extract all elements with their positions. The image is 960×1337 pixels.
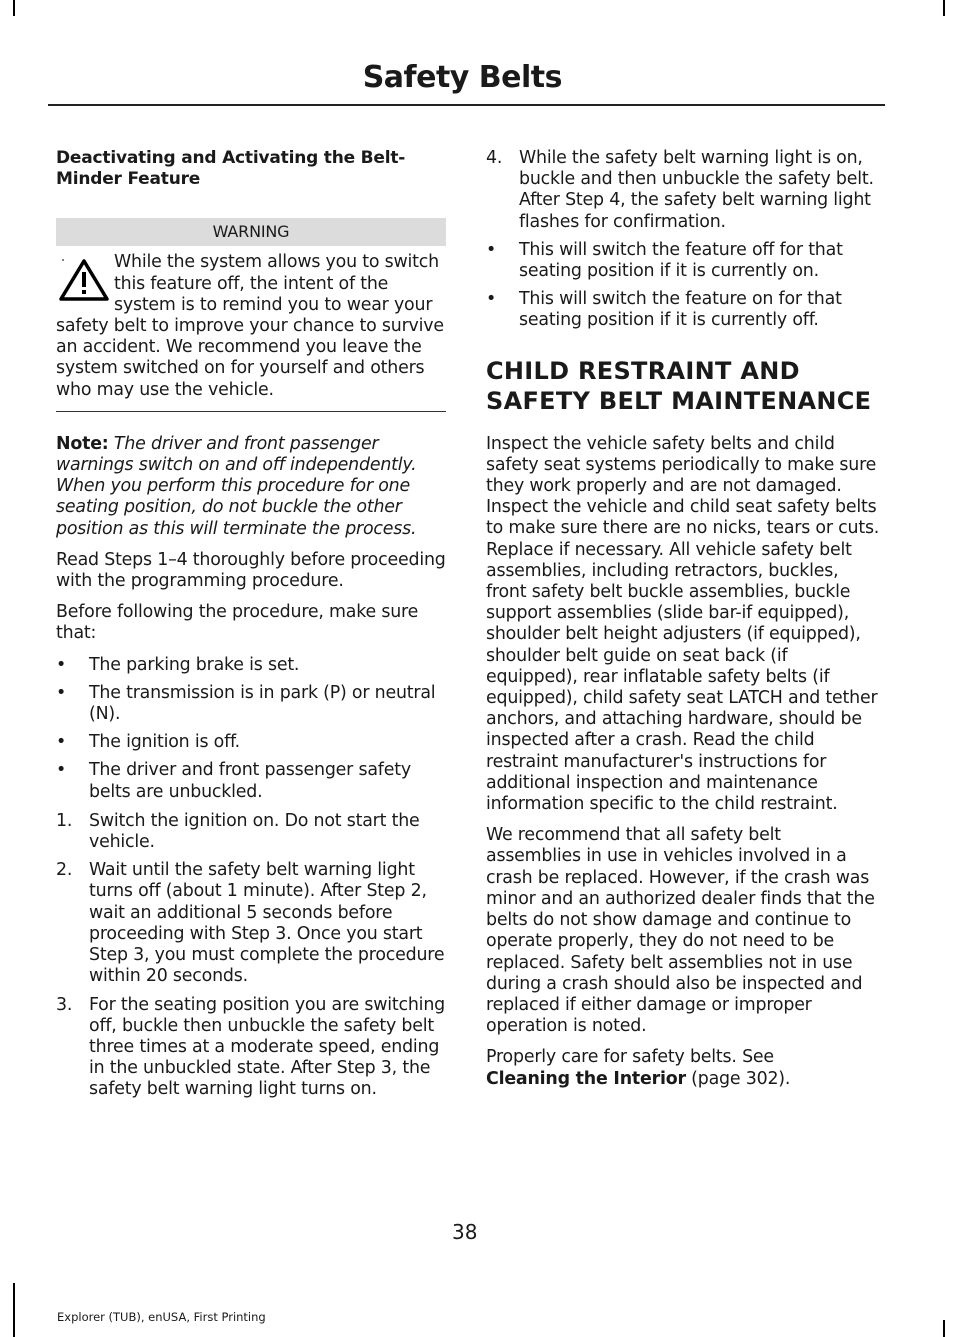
bullet-mark: •: [56, 682, 67, 703]
note: [56, 434, 446, 540]
note-text: The driver and front passenger warnings switch on and off independently. When you perform this procedure for one seating position, do not buckle the other position as this will terminate the process.: [56, 433, 417, 539]
step-item: [56, 811, 446, 853]
section-title-line: CHILD RESTRAINT AND: [486, 356, 800, 385]
cleaning-interior-link[interactable]: Cleaning the Interior: [486, 1068, 686, 1089]
section-title: [486, 356, 880, 416]
paragraph: Before following the procedure, make sure that:: [56, 602, 419, 644]
bullet-mark: •: [56, 732, 67, 753]
crop-mark-top-left: [13, 0, 15, 16]
step-number: 2.: [56, 860, 73, 881]
header-divider: [48, 104, 885, 106]
step-item: [56, 995, 446, 1101]
step-number: 4.: [486, 148, 503, 168]
step-text: Switch the ignition on. Do not start the vehicle.: [89, 810, 420, 853]
list-item-text: The transmission is in park (P) or neutral (N).: [89, 682, 436, 725]
step-number: 3.: [56, 994, 73, 1015]
page-reference: (page 302).: [691, 1068, 791, 1089]
warning-box: [56, 252, 446, 411]
step-text: While the safety belt warning light is on, buckle and then unbuckle the safety belt. After Step 4, the safety belt warning light flashes for confirmation.: [519, 148, 874, 232]
left-column: [56, 148, 446, 1109]
page-number: 38: [452, 1220, 478, 1244]
steps-list: [56, 811, 446, 1101]
step-text: Wait until the safety belt warning light turns off (about 1 minute). After Step 2, wait an additional 5 seconds before proceeding with Step 3. Once you start Step 3, you must complete the procedure within 20 seconds.: [89, 860, 445, 987]
step-item: [56, 860, 446, 987]
paragraph-cross-reference: [486, 1047, 880, 1089]
bullet-mark: •: [56, 760, 67, 781]
right-column: [486, 148, 880, 1100]
step-number: 1.: [56, 810, 73, 831]
paragraph: Read Steps 1–4 thoroughly before proceeding with the programming procedure.: [56, 549, 446, 592]
step-text: For the seating position you are switching off, buckle then unbuckle the safety belt three times at a moderate speed, ending in the unbuckled state. After Step 3, the safety belt warning light turns on.: [89, 994, 445, 1100]
crop-mark-bottom-right: [943, 1320, 945, 1337]
list-item: [56, 683, 446, 725]
bullet-mark: •: [486, 239, 497, 260]
page-title: Safety Belts: [362, 60, 562, 95]
list-item: [56, 760, 446, 802]
crop-mark-top-right: [943, 0, 945, 16]
crop-mark-bottom-left: [13, 1283, 15, 1337]
note-label: Note:: [56, 433, 109, 454]
step-item: [486, 148, 880, 233]
list-item-text: This will switch the feature off for that seating position if it is currently on.: [519, 239, 843, 282]
footer-text: Explorer (TUB), enUSA, First Printing: [57, 1310, 266, 1324]
list-item-text: The parking brake is set.: [89, 654, 300, 675]
warning-label: WARNING: [56, 218, 446, 246]
steps-list-continued: [486, 148, 880, 332]
warning-triangle-icon: [56, 256, 112, 302]
paragraph: Inspect the vehicle safety belts and child safety seat systems periodically to make sure they work properly and are not damaged. Inspect the vehicle and child seat safety belts to make sure there are no nicks, tears or cuts. Replace if necessary. All vehicle safety belt assemblies, including retractors, buckles, front safety belt buckle assemblies, buckle support assemblies (slide bar-if equipped), shoulder belt height adjusters (if equipped), shoulder belt guide on seat back (if equipped), rear inflatable safety belts (if equipped), child safety seat LATCH and tether anchors, and attaching hardware, should be inspected after a crash. Read the child restraint manufacturer's instructions for additional inspection and maintenance information specific to the child restraint.: [486, 433, 880, 815]
list-item: [56, 732, 446, 753]
bullet-mark: •: [56, 654, 67, 675]
list-item: [486, 289, 880, 331]
warning-text: While the system allows you to switch this feature off, the intent of the system is to remind you to wear your safety belt to improve your chance to survive an accident. We recommend you leave the system switched on for yourself and others who may use the vehicle.: [56, 252, 444, 400]
checklist: [56, 655, 446, 803]
list-item: [486, 240, 880, 282]
list-item-text: The ignition is off.: [89, 732, 241, 753]
paragraph: We recommend that all safety belt assemblies in use in vehicles involved in a crash be replaced. However, if the crash was minor and an authorized dealer finds that the belts do not show damage and continue to operate properly, they do not need to be replaced. Safety belt assemblies not in use during a crash should also be inspected and replaced if either damage or improper operation is noted.: [486, 825, 875, 1037]
section-title-line: SAFETY BELT MAINTENANCE: [486, 386, 872, 415]
list-item: [56, 655, 446, 676]
list-item-text: The driver and front passenger safety belts are unbuckled.: [89, 760, 411, 802]
bullet-mark: •: [486, 289, 497, 310]
list-item-text: This will switch the feature on for that seating position if it is currently off.: [519, 289, 842, 331]
cross-reference-text: Properly care for safety belts. See: [486, 1047, 774, 1068]
subheading: Deactivating and Activating the Belt-Minder Feature: [56, 148, 406, 190]
